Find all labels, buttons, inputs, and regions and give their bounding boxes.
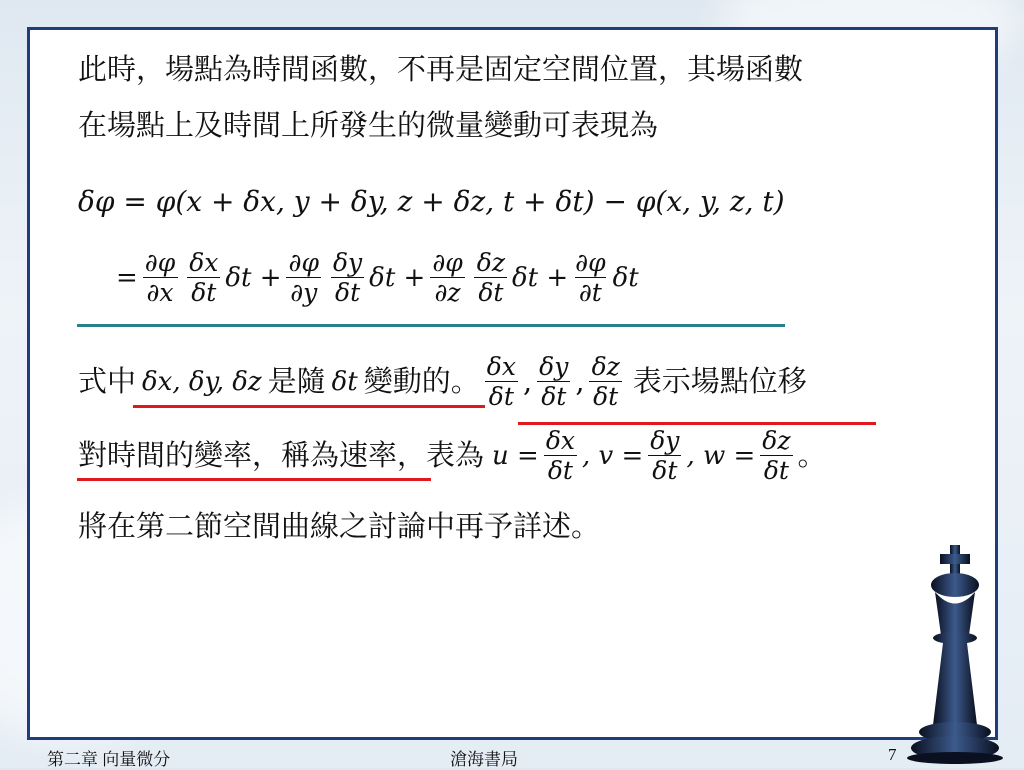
red-underline <box>77 478 431 481</box>
text-suffix: 變動的。 <box>363 364 480 398</box>
teal-underline <box>77 324 785 327</box>
footer-chapter: 第二章 向量微分 <box>47 750 171 769</box>
term-tail: δt + <box>225 262 282 293</box>
delta-t: δt <box>331 366 358 397</box>
text: 對時間的變率，稱為速率，表為 <box>78 438 485 472</box>
text-prefix: 式中 <box>78 364 137 398</box>
partial-fraction: $\frac{\partial\varphi}{\partial t}$ <box>575 248 606 307</box>
footer-publisher: 滄海書局 <box>450 750 518 769</box>
red-underline <box>133 405 485 408</box>
ratio-fraction: $\frac{\delta y}{\delta t}$ <box>332 248 363 307</box>
paragraph-line-4: 對時間的變率，稱為速率，表為 u = $\frac{\delta x}{\delta t}$ , v = $\frac{\delta y}{\delta t}$ , w = $\frac{\delta z}{\delta t}$ 。 <box>78 426 827 485</box>
text-mid: 是隨 <box>267 364 326 398</box>
fraction: $\frac{\delta x}{\delta t}$ <box>545 426 575 485</box>
fraction: $\frac{\delta y}{\delta t}$ <box>539 352 569 411</box>
term-tail: δt + <box>512 262 569 293</box>
ratio-fraction: $\frac{\delta z}{\delta t}$ <box>473 250 509 305</box>
partial-fraction: $\frac{\partial\varphi}{\partial z}$ <box>432 248 463 307</box>
term-tail: δt + <box>369 262 426 293</box>
paragraph-line-1: 此時，場點為時間函數，不再是固定空間位置，其場函數 <box>78 52 804 86</box>
fraction: $\frac{\delta z}{\delta t}$ <box>588 354 624 409</box>
text-end: 。 <box>797 438 827 472</box>
text-end: 表示場點位移 <box>632 364 807 398</box>
partial-fraction: $\frac{\partial\varphi}{\partial x}$ <box>141 250 179 305</box>
chess-king-icon <box>905 540 1005 765</box>
term-tail: δt <box>612 262 639 293</box>
variables: δx, δy, δz <box>142 366 262 397</box>
paragraph-line-3: 式中 δx, δy, δz 是隨 δt 變動的。 $\frac{\delta x}{\delta t}$ , $\frac{\delta y}{\delta t}$ , $\frac{\delta z}{\delta t}$ 表示場點位移 <box>78 352 807 411</box>
fraction: $\frac{\delta x}{\delta t}$ <box>486 352 516 411</box>
paragraph-line-5: 將在第二節空間曲線之討論中再予詳述。 <box>78 509 601 543</box>
fraction: $\frac{\delta z}{\delta t}$ <box>758 428 794 483</box>
page-number: 7 <box>888 745 897 764</box>
fraction: $\frac{\delta y}{\delta t}$ <box>650 426 680 485</box>
equation-1: δφ = φ(x + δx, y + δy, z + δz, t + δt) − φ(x, y, z, t) <box>78 185 785 218</box>
red-underline <box>518 422 876 425</box>
paragraph-line-2: 在場點上及時間上所發生的微量變動可表現為 <box>78 108 659 142</box>
partial-fraction: $\frac{\partial\varphi}{\partial y}$ <box>285 250 323 305</box>
equals-sign: = <box>116 262 138 293</box>
equation-2 <box>116 250 639 305</box>
ratio-fraction: $\frac{\delta x}{\delta t}$ <box>189 248 219 307</box>
